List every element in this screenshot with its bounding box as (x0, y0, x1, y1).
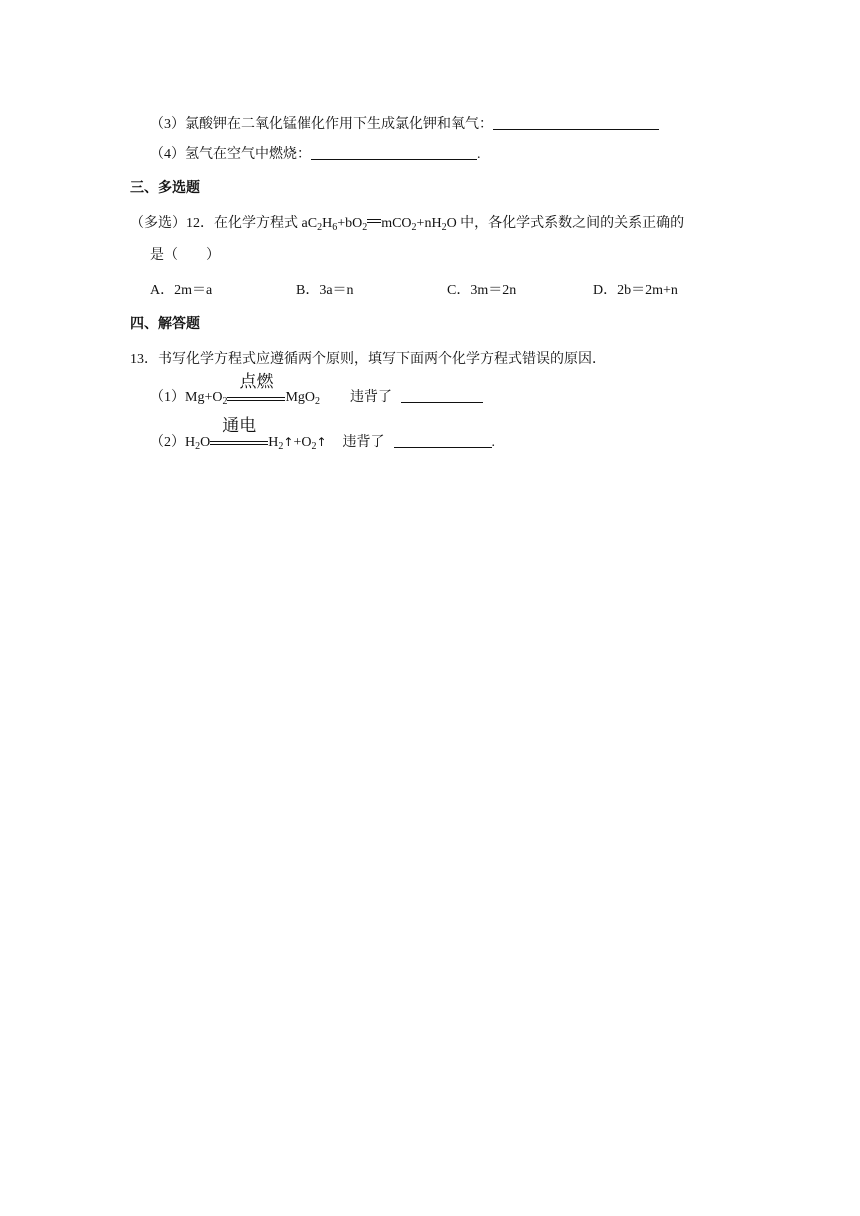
reaction-condition (210, 416, 268, 452)
option-d[interactable]: D．2b＝2m+n (593, 283, 678, 298)
eq2-o2-sub: 2 (311, 441, 317, 452)
equals-bar (210, 441, 268, 445)
eq2-h: （2）H (150, 435, 196, 450)
answer-blank-11-3[interactable] (493, 115, 659, 130)
eq1-product-sub: 2 (315, 396, 321, 407)
item-4-period: . (477, 147, 481, 162)
question-13-equation-1 (150, 372, 483, 408)
question-11-item-4 (150, 145, 481, 165)
question-12-stem-line-2: 是（ ） (150, 248, 220, 263)
q12-sub: 2 (317, 222, 323, 233)
answer-blank-11-4[interactable] (311, 145, 477, 160)
question-13-equation-2 (150, 416, 496, 453)
q12-sub: 6 (332, 222, 338, 233)
eq2-o: O (200, 435, 211, 450)
section-heading-short-answer: 四、解答题 (130, 317, 200, 332)
question-12-stem (130, 214, 684, 234)
option-a[interactable]: A．2m＝a (150, 283, 213, 298)
q12-plus-n: +nH (416, 216, 442, 231)
answer-blank-13-2[interactable] (394, 433, 492, 448)
gas-arrow-icon: ↑ (283, 435, 294, 449)
eq2-h2: H (268, 435, 279, 450)
q12-plus-b: +bO (337, 216, 363, 231)
reaction-condition (227, 372, 285, 408)
q12-sub: 2 (362, 222, 368, 233)
eq2-plus-o: +O (293, 435, 312, 450)
eq2-period: . (491, 435, 496, 450)
section-heading-multiple-choice: 三、多选题 (130, 181, 200, 196)
q12-prefix: （多选）12．在化学方程式 aC (130, 216, 318, 231)
eq2-sub: 2 (195, 441, 201, 452)
q12-mco: mCO (381, 216, 412, 231)
eq1-violation-label: 违背了 (350, 390, 393, 405)
answer-blank-13-1[interactable] (401, 388, 483, 403)
option-b[interactable]: B．3a＝n (296, 283, 354, 298)
question-13-stem: 13．书写化学方程式应遵循两个原则，填写下面两个化学方程式错误的原因． (130, 352, 606, 367)
equals-sign (367, 219, 381, 223)
q12-sub: 2 (441, 222, 447, 233)
item-3-text: （3）氯酸钾在二氧化锰催化作用下生成氯化钾和氧气： (150, 117, 493, 132)
equals-bar (227, 397, 285, 401)
option-c[interactable]: C．3m＝2n (447, 283, 517, 298)
q12-tail: O 中，各化学式系数之间的关系正确的 (446, 216, 685, 231)
condition-label: 通电 (222, 416, 257, 436)
item-4-text: （4）氢气在空气中燃烧： (150, 147, 311, 162)
gas-arrow-icon: ↑ (316, 435, 327, 449)
eq1-product: MgO (285, 390, 316, 405)
eq2-h2-sub: 2 (278, 441, 284, 452)
eq2-violation-label: 违背了 (342, 435, 385, 450)
eq1-reactants: （1）Mg+O (150, 390, 223, 405)
q12-h: H (322, 216, 333, 231)
eq1-sub: 2 (222, 396, 228, 407)
condition-label: 点燃 (239, 372, 274, 392)
question-11-item-3 (150, 115, 659, 135)
q12-sub: 2 (411, 222, 417, 233)
